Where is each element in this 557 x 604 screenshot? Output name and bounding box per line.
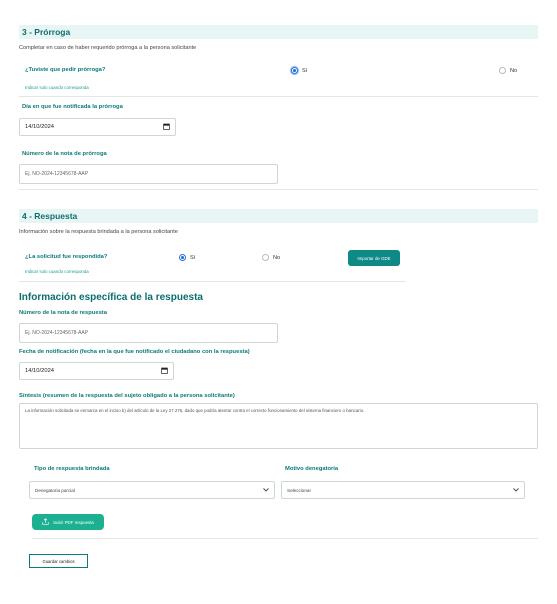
notification-date-label: Fecha de notificación (fecha en la que fue notificado el ciudadano con la respuesta) bbox=[19, 349, 250, 355]
upload-pdf-label: Subir PDF respuesta bbox=[53, 519, 94, 525]
upload-pdf-button[interactable] bbox=[32, 514, 104, 530]
notification-date-input[interactable] bbox=[19, 362, 174, 380]
divider bbox=[19, 189, 538, 190]
extension-note-input[interactable] bbox=[19, 164, 278, 184]
extension-hint: Indicar solo cuando corresponda bbox=[25, 85, 89, 90]
section-4-title: 4 - Respuesta bbox=[22, 211, 78, 221]
response-type-select[interactable] bbox=[29, 481, 275, 499]
extension-date-value: 14/10/2024 bbox=[25, 124, 55, 130]
calendar-icon[interactable] bbox=[163, 123, 170, 132]
save-changes-label: Guardar cambios bbox=[42, 558, 75, 564]
section-4-header bbox=[19, 209, 538, 223]
extension-note-label: Número de la nota de prórroga bbox=[22, 151, 107, 157]
radio-checked-icon bbox=[291, 67, 298, 74]
section-3-title: 3 - Prórroga bbox=[22, 27, 71, 37]
answered-question-label: ¿La solicitud fue respondida? bbox=[25, 254, 108, 260]
response-type-label: Tipo de respuesta brindada bbox=[34, 466, 110, 472]
upload-icon bbox=[42, 518, 49, 526]
response-note-placeholder: Ej. NO-2024-12345678-AAP bbox=[25, 330, 89, 336]
denial-reason-value: Seleccionar bbox=[287, 487, 312, 493]
denial-reason-label: Motivo denegatoria bbox=[285, 466, 339, 472]
section-3-header bbox=[19, 25, 538, 39]
save-changes-button[interactable] bbox=[29, 554, 88, 568]
synthesis-label: Síntesis (resumen de la respuesta del sujeto obligado a la persona solicitante) bbox=[19, 393, 235, 399]
response-note-label: Número de la nota de respuesta bbox=[19, 310, 107, 316]
extension-question-label: ¿Tuviste que pedir prórroga? bbox=[25, 67, 106, 73]
answered-no-label: No bbox=[273, 254, 281, 261]
extension-yes-radio[interactable] bbox=[291, 67, 307, 74]
answered-yes-label: Sí bbox=[190, 254, 196, 261]
section-3-subtitle: Completar en caso de haber requerido prórroga a la persona solicitante bbox=[19, 45, 197, 51]
extension-no-radio[interactable] bbox=[499, 67, 517, 74]
response-type-value: Denegatoria parcial bbox=[35, 487, 75, 493]
radio-checked-icon bbox=[179, 254, 186, 261]
specific-info-title: Información específica de la respuesta bbox=[19, 292, 203, 303]
import-gde-label: Importar de GDE bbox=[357, 255, 391, 261]
chevron-down-icon bbox=[263, 488, 269, 493]
radio-unchecked-icon bbox=[499, 67, 506, 74]
synthesis-textarea[interactable] bbox=[19, 403, 538, 449]
divider bbox=[19, 281, 406, 282]
notification-date-value: 14/10/2024 bbox=[25, 368, 55, 374]
response-note-input[interactable] bbox=[19, 323, 278, 343]
calendar-icon[interactable] bbox=[161, 367, 168, 376]
radio-unchecked-icon bbox=[262, 254, 269, 261]
divider bbox=[19, 96, 538, 97]
chevron-down-icon bbox=[513, 488, 519, 493]
extension-date-label: Día en que fue notificada la prórroga bbox=[22, 104, 123, 110]
divider bbox=[32, 538, 538, 539]
extension-note-placeholder: Ej. NO-2024-12345678-AAP bbox=[25, 171, 89, 177]
import-gde-button[interactable] bbox=[348, 250, 400, 266]
answered-no-radio[interactable] bbox=[262, 254, 280, 261]
answered-hint: Indicar solo cuando corresponda bbox=[25, 269, 89, 274]
extension-date-input[interactable] bbox=[19, 118, 176, 136]
section-4-subtitle: Información sobre la respuesta brindada a la persona solicitante bbox=[19, 229, 178, 235]
extension-no-label: No bbox=[510, 67, 518, 74]
denial-reason-select[interactable] bbox=[281, 481, 525, 499]
extension-yes-label: Sí bbox=[302, 67, 308, 74]
answered-yes-radio[interactable] bbox=[179, 254, 195, 261]
synthesis-value: La información solicitada se enmarca en el inciso b) del artículo de la Ley 27.275, dado que podría atentar contra el correcto funcionamiento del sistema financiero o bancario. bbox=[25, 408, 365, 413]
